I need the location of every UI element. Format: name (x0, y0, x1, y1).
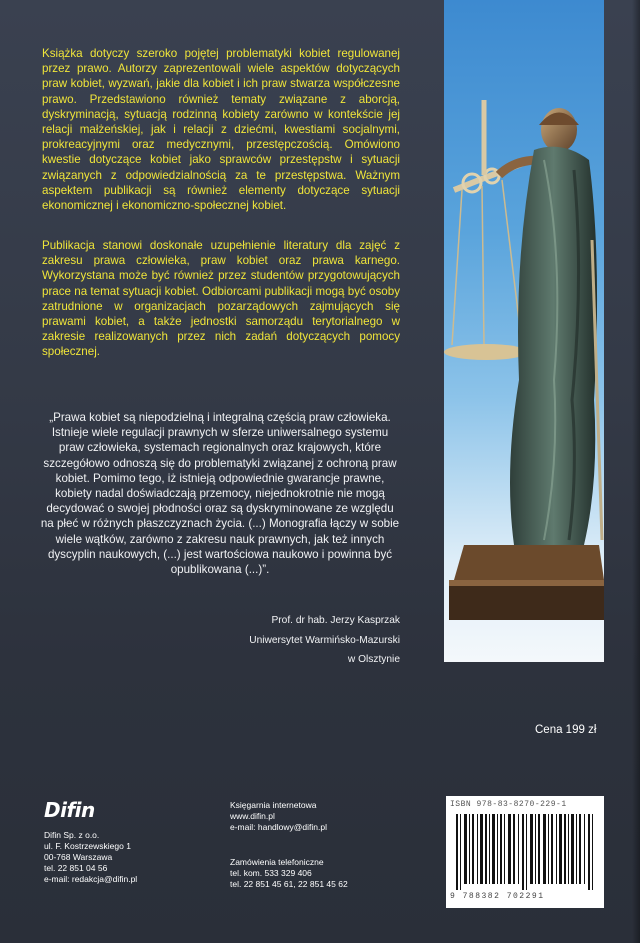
orders-line: tel. kom. 533 329 406 (230, 868, 312, 878)
orders-line: Zamówienia telefoniczne (230, 857, 324, 867)
reviewer-city: w Olsztynie (347, 654, 400, 665)
orders-line: tel. 22 851 45 61, 22 851 45 62 (230, 879, 348, 889)
reviewer-affiliation: Uniwersytet Warmińsko-Mazurski (249, 635, 400, 646)
publisher-line: tel. 22 851 04 56 (44, 863, 108, 873)
reviewer-name: Prof. dr hab. Jerzy Kasprzak (271, 615, 400, 626)
publisher-line: Difin Sp. z o.o. (44, 830, 100, 840)
price-label: Cena 199 zł (535, 724, 597, 736)
isbn-label: ISBN 978-83-8270-229-1 (450, 800, 567, 809)
description-paragraph-1: Książka dotyczy szeroko pojętej problematyki kobiet regulowanej przez prawo. Autorzy zaprezentowali wiele aspektów dotyczących praw kobiet, wyzwań, jakie dla kobiet i ich praw stwarza współczesne prawo. Przedstawiono również tematy związane z aborcją, dyskryminacją, sytuacją rodzinną kobiety zarówno w kontekście jej relacji małżeńskiej, jak i relacji z dziećmi, kwestiami socjalnymi, prokreacyjnymi oraz medycznymi, przestępczością. Omówiono kwestie dotyczące kobiet jako sprawców przestępstw i sytuacji związanych z odpowiedzialnością za te przestępstwa. Ważnym aspektem publikacji są również elementy dotyczące sytuacji ekonomicznej i ekonomiczno-społecznej kobiet. (42, 47, 400, 213)
publisher-logo: Difin (44, 798, 95, 822)
description-paragraph-2: Publikacja stanowi doskonałe uzupełnienie literatury dla zajęć z zakresu prawa człowieka, praw kobiet oraz prawa karnego. Wykorzystana może być również przez studentów przygotowujących prace na temat sytuacji kobiet. Odbiorcami publikacji mogą być osoby zatrudnione w organizacjach pozarządowych zajmujących się prawami kobiet, a także jednostki samorządu terytorialnego w zakresie realizowanych przez nich zadań dotyczących pomocy społecznej. (42, 239, 400, 359)
barcode-icon (456, 814, 594, 890)
bookshop-line: www.difin.pl (230, 811, 275, 821)
publisher-line: e-mail: redakcja@difin.pl (44, 874, 138, 884)
review-quote: „Prawa kobiet są niepodzielną i integralną częścią praw człowieka. Istnieje wiele regulacji prawnych w sferze uniwersalnego systemu praw człowieka, systemach regionalnych oraz krajowych, które szczegółowo odnoszą się do problematyki związanej z ochroną praw kobiet. Pomimo tego, iż istnieją odpowiednie gwarancje prawne, kobiety nadal doświadczają przemocy, niejednokrotnie nie mogą decydować o swojej płodności oraz są dyskryminowane ze względu na płeć w różnych płaszczyznach życia. (...) Monografia łączy w sobie wiele wątków, zarówno z zakresu nauk prawnych, jak też innych dyscyplin naukowych, (...) jest wartościowa naukowo i powinna być opublikowana (...)”. (40, 411, 400, 577)
publisher-contact (44, 830, 137, 885)
barcode-digits: 9 788382 702291 (450, 892, 545, 901)
lady-justice-statue-illustration (444, 0, 604, 662)
publisher-line: ul. F. Kostrzewskiego 1 (44, 841, 131, 851)
bookshop-line: Księgarnia internetowa (230, 800, 317, 810)
publisher-line: 00-768 Warszawa (44, 852, 113, 862)
phone-orders-info (230, 857, 348, 890)
lady-justice-photo (444, 0, 604, 662)
bookshop-line: e-mail: handlowy@difin.pl (230, 822, 327, 832)
online-bookshop-info (230, 800, 327, 833)
barcode-box (446, 796, 604, 908)
